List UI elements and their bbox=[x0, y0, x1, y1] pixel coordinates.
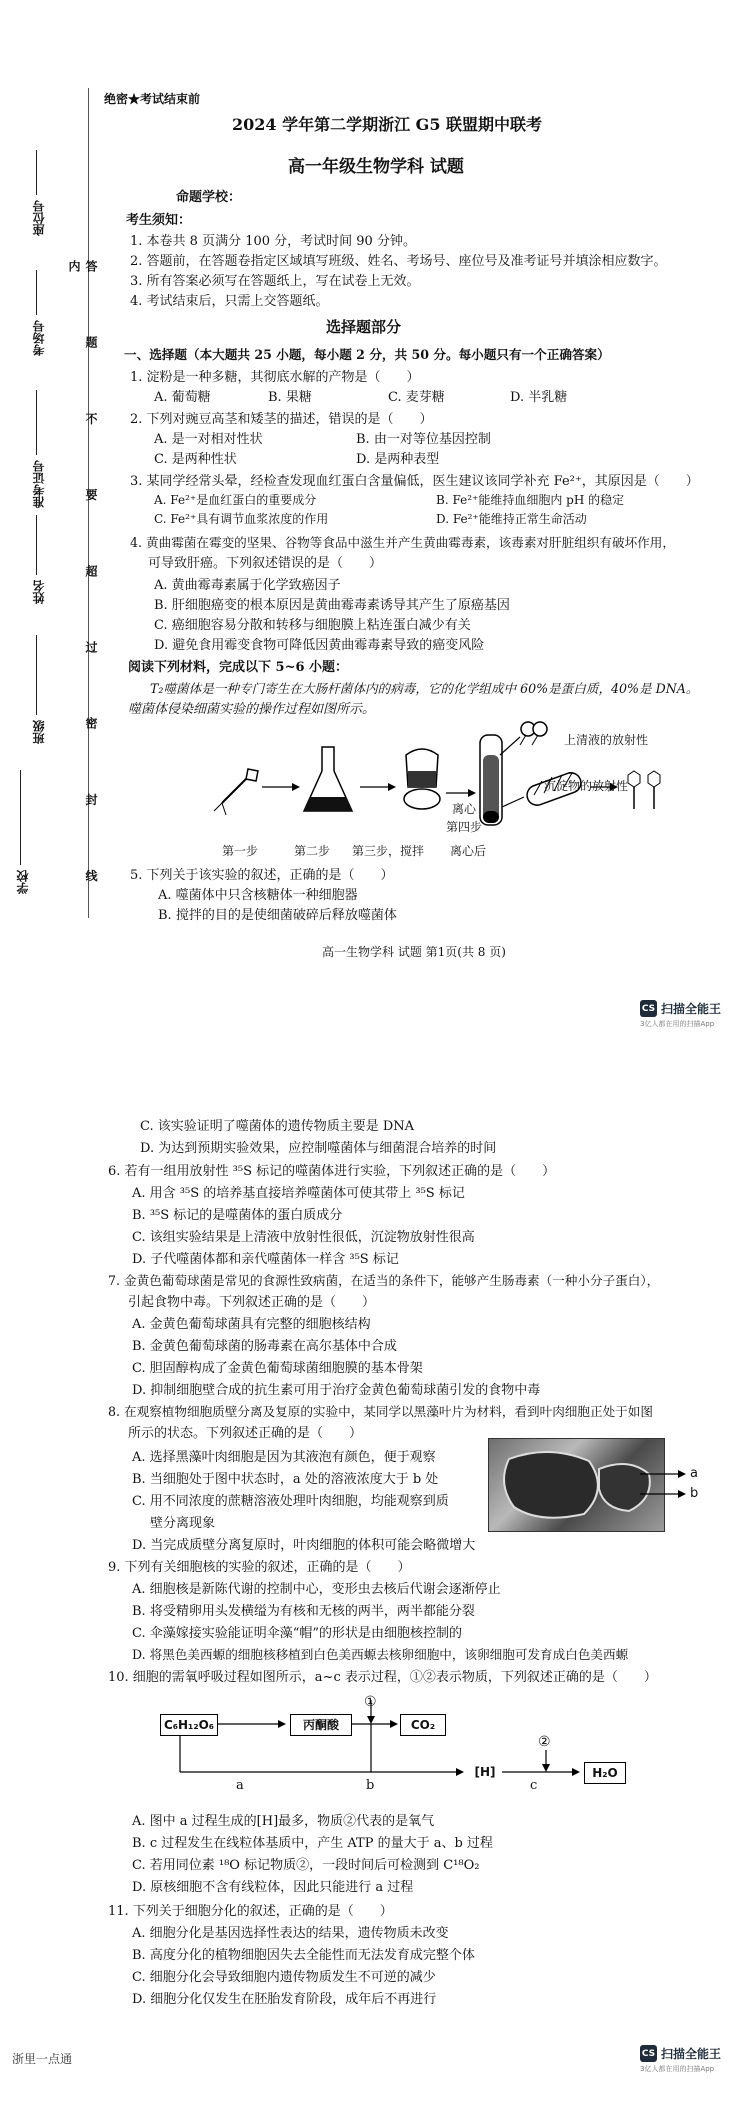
notice-item: 1. 本卷共 8 页满分 100 分，考试时间 90 分钟。 bbox=[130, 234, 416, 249]
q9-option-d: D. 将黑色美西螈的细胞核移植到白色美西螈去核卵细胞中，该卵细胞可发育成白色美西螈 bbox=[132, 1647, 629, 1662]
label-step-3: 第三步，搅拌 bbox=[352, 844, 425, 858]
q7-option-d: D. 抑制细胞壁合成的抗生素可用于治疗金黄色葡萄球菌引发的食物中毒 bbox=[132, 1383, 541, 1398]
scanner-name: 扫描全能王 bbox=[661, 1002, 722, 1016]
q11-option-b: B. 高度分化的植物细胞因失去全能性而无法发育成完整个体 bbox=[132, 1948, 475, 1963]
q4-option-d: D. 避免食用霉变食物可降低因黄曲霉毒素导致的癌变风险 bbox=[154, 638, 485, 653]
exam-no-blank bbox=[36, 270, 37, 315]
q9-option-c: C. 伞藻嫁接实验能证明伞藻“帽”的形状是由细胞核控制的 bbox=[132, 1626, 463, 1641]
question-8-stem-cont: 所示的状态。下列叙述正确的是（ ） bbox=[128, 1426, 363, 1441]
question-5-stem: 5. 下列关于该实验的叙述，正确的是（ ） bbox=[130, 868, 394, 883]
scanner-badge-2 bbox=[640, 2045, 722, 2073]
progeny-phage-icon bbox=[628, 771, 660, 809]
q8-option-d: D. 当完成质壁分离复原时，叶肉细胞的体积可能会略微增大 bbox=[132, 1538, 476, 1553]
q2-option-c: C. 是两种性状 bbox=[154, 452, 237, 467]
water-box: H₂O bbox=[584, 1762, 626, 1784]
section-title: 选择题部分 bbox=[326, 318, 402, 336]
material-1-marker: ① bbox=[364, 1694, 377, 1710]
q10-option-c: C. 若用同位素 ¹⁸O 标记物质②，一段时间后可检测到 C¹⁸O₂ bbox=[132, 1858, 480, 1873]
label-b: b bbox=[690, 1486, 699, 1501]
scanner-tagline: 3亿人都在用的扫描App bbox=[640, 1020, 715, 1028]
scanner-tagline: 3亿人都在用的扫描App bbox=[640, 2065, 715, 2073]
flask-icon bbox=[304, 747, 352, 811]
label-a: a bbox=[690, 1466, 698, 1481]
material-2-marker: ② bbox=[538, 1734, 551, 1750]
question-2-stem: 2. 下列对豌豆高茎和矮茎的描述，错误的是（ ） bbox=[130, 412, 433, 427]
seal-line-text: 答 题 不 要 超 过 密 封 线 内 bbox=[67, 260, 98, 912]
class-label: 班级 bbox=[32, 720, 46, 744]
binding-margin bbox=[0, 70, 110, 930]
q8-option-a: A. 选择黑藻叶肉细胞是因为其液泡有颜色，便于观察 bbox=[132, 1450, 436, 1465]
exam-no-label: 考场号 bbox=[32, 320, 46, 356]
scanner-name: 扫描全能王 bbox=[661, 2047, 722, 2061]
q8-option-c-cont: 壁分离现象 bbox=[150, 1516, 216, 1531]
scanner-logo: CS bbox=[640, 2045, 657, 2062]
label-step-2: 第二步 bbox=[294, 844, 331, 858]
q6-option-b: B. ³⁵S 标记的是噬菌体的蛋白质成分 bbox=[132, 1208, 343, 1223]
micrograph-leaf-cells bbox=[488, 1438, 665, 1532]
school-blank bbox=[20, 770, 21, 865]
q3-option-a: A. Fe²⁺是血红蛋白的重要成分 bbox=[154, 493, 317, 507]
question-11-stem: 11. 下列关于细胞分化的叙述，正确的是（ ） bbox=[108, 1904, 393, 1919]
q9-option-a: A. 细胞核是新陈代谢的控制中心，变形虫去核后代谢会逐渐停止 bbox=[132, 1582, 501, 1597]
q5-option-b: B. 搅拌的目的是使细菌破碎后释放噬菌体 bbox=[158, 908, 397, 923]
q4-option-c: C. 癌细胞容易分散和转移与细胞膜上粘连蛋白减少有关 bbox=[154, 618, 471, 633]
q6-option-d: D. 子代噬菌体都和亲代噬菌体一样含 ³⁵S 标记 bbox=[132, 1252, 399, 1267]
exam-page-2 bbox=[0, 1070, 743, 2104]
question-7-stem: 7. 金黄色葡萄球菌是常见的食源性致病菌，在适当的条件下，能够产生肠毒素（一种小分子蛋白）， bbox=[108, 1273, 660, 1288]
scanner-badge bbox=[640, 1000, 722, 1028]
exam-subtitle: 高一年级生物学科 试题 bbox=[288, 157, 464, 177]
watermark: 浙里一点通 bbox=[12, 2052, 73, 2066]
question-1-stem: 1. 淀粉是一种多糖，其彻底水解的产物是（ ） bbox=[130, 370, 420, 385]
q8-option-c: C. 用不同浓度的蔗糖溶液处理叶肉细胞，均能观察到质 bbox=[132, 1494, 449, 1509]
co2-box: CO₂ bbox=[400, 1714, 446, 1736]
seat-no-label: 座位号 bbox=[32, 200, 46, 236]
notice-item: 4. 考试结束后，只需上交答题纸。 bbox=[130, 294, 329, 309]
ticket-no-blank bbox=[36, 390, 37, 455]
question-4-stem: 4. 黄曲霉菌在霉变的坚果、谷物等食品中滋生并产生黄曲霉毒素，该毒素对肝脏组织有破坏作用， bbox=[130, 535, 675, 550]
q11-option-a: A. 细胞分化是基因选择性表达的结果，遗传物质未改变 bbox=[132, 1926, 449, 1941]
question-3-stem: 3. 某同学经常头晕，经检查发现血红蛋白含量偏低，医生建议该同学补充 Fe²⁺，其原因是（ ） bbox=[130, 474, 699, 489]
q1-option-d: D. 半乳糖 bbox=[510, 390, 568, 405]
question-6-stem: 6. 若有一组用放射性 ³⁵S 标记的噬菌体进行实验，下列叙述正确的是（ ） bbox=[108, 1164, 556, 1179]
question-9-stem: 9. 下列有关细胞核的实验的叙述，正确的是（ ） bbox=[108, 1560, 411, 1575]
q4-option-a: A. 黄曲霉毒素属于化学致癌因子 bbox=[154, 578, 341, 593]
exam-title: 2024 学年第二学期浙江 G5 联盟期中联考 bbox=[232, 115, 543, 134]
q8-option-b: B. 当细胞处于图中状态时，a 处的溶液浓度大于 b 处 bbox=[132, 1472, 439, 1487]
name-blank bbox=[36, 515, 37, 575]
notice-item: 3. 所有答案必须写在答题纸上，写在试卷上无效。 bbox=[130, 274, 420, 289]
q7-option-b: B. 金黄色葡萄球菌的肠毒素在高尔基体中合成 bbox=[132, 1339, 397, 1354]
process-c-label: c bbox=[530, 1778, 538, 1793]
question-7-stem-cont: 引起食物中毒。下列叙述正确的是（ ） bbox=[128, 1295, 376, 1310]
notice-title: 考生须知： bbox=[126, 213, 192, 228]
q10-option-b: B. c 过程发生在线粒体基质中，产生 ATP 的量大于 a、b 过程 bbox=[132, 1836, 493, 1851]
part-title: 一、选择题（本大题共 25 小题，每小题 2 分，共 50 分。每小题只有一个正确答案） bbox=[124, 347, 610, 362]
q2-option-d: D. 是两种表型 bbox=[356, 452, 440, 467]
label-step-1: 第一步 bbox=[222, 844, 259, 858]
q5-option-a: A. 噬菌体中只含核糖体一种细胞器 bbox=[158, 888, 358, 903]
label-supernatant: 上清液的放射性 bbox=[564, 733, 649, 747]
school-setter-label: 命题学校： bbox=[176, 190, 242, 205]
aerobic-respiration-diagram bbox=[150, 1690, 630, 1800]
q4-option-b: B. 肝细胞癌变的根本原因是黄曲霉毒素诱导其产生了原癌基因 bbox=[154, 598, 510, 613]
q2-option-a: A. 是一对相对性状 bbox=[154, 432, 263, 447]
material-line-2: 噬菌体侵染细菌实验的操作过程如图所示。 bbox=[128, 702, 376, 717]
question-10-stem: 10. 细胞的需氧呼吸过程如图所示，a~c 表示过程，①②表示物质，下列叙述正确的是（ ） bbox=[108, 1670, 657, 1685]
exam-page-1 bbox=[0, 0, 743, 1028]
question-4-stem-cont: 可导致肝癌。下列叙述错误的是（ ） bbox=[148, 556, 383, 571]
q2-option-b: B. 由一对等位基因控制 bbox=[356, 432, 491, 447]
q11-option-d: D. 细胞分化仅发生在胚胎发育阶段，成年后不再进行 bbox=[132, 1992, 437, 2007]
phage-icon bbox=[214, 769, 258, 815]
q3-option-c: C. Fe²⁺具有调节血浆浓度的作用 bbox=[154, 512, 329, 526]
page-footer: 高一生物学科 试题 第1页(共 8 页) bbox=[322, 945, 506, 959]
q5-option-c: C. 该实验证明了噬菌体的遗传物质主要是 DNA bbox=[140, 1119, 415, 1134]
nadh-label: [H] bbox=[468, 1762, 502, 1782]
scanner-logo: CS bbox=[640, 1000, 657, 1017]
name-label: 姓名 bbox=[32, 580, 46, 604]
process-a-label: a bbox=[236, 1778, 244, 1793]
q5-option-d: D. 为达到预期实验效果，应控制噬菌体与细菌混合培养的时间 bbox=[140, 1141, 497, 1156]
supernatant-phage-icon bbox=[520, 722, 547, 745]
q7-option-a: A. 金黄色葡萄球菌具有完整的细胞核结构 bbox=[132, 1317, 371, 1332]
label-step-4: 第四步 bbox=[446, 820, 483, 834]
q1-option-a: A. 葡萄糖 bbox=[154, 390, 211, 405]
blender-icon bbox=[404, 749, 440, 809]
glucose-box: C₆H₁₂O₆ bbox=[160, 1714, 218, 1736]
label-centrifuge: 离心 bbox=[452, 802, 477, 816]
centrifuge-tube-icon bbox=[480, 735, 502, 825]
q6-option-c: C. 该组实验结果是上清液中放射性很低，沉淀物放射性很高 bbox=[132, 1230, 475, 1245]
q9-option-b: B. 将受精卵用头发横缢为有核和无核的两半，两半都能分裂 bbox=[132, 1604, 475, 1619]
pyruvate-box: 丙酮酸 bbox=[290, 1714, 352, 1736]
ticket-no-label: 准考证号 bbox=[32, 460, 46, 508]
school-label: 学校 bbox=[16, 870, 30, 894]
q10-option-a: A. 图中 a 过程生成的[H]最多，物质②代表的是氧气 bbox=[132, 1814, 435, 1829]
question-8-stem: 8. 在观察植物细胞质壁分离及复原的实验中，某同学以黑藻叶片为材料，看到叶肉细胞正处于如图 bbox=[108, 1404, 653, 1419]
q3-option-d: D. Fe²⁺能维持正常生命活动 bbox=[436, 512, 587, 526]
secret-mark: 绝密★考试结束前 bbox=[104, 92, 201, 106]
q7-option-c: C. 胆固醇构成了金黄色葡萄球菌细胞膜的基本骨架 bbox=[132, 1361, 423, 1376]
q11-option-c: C. 细胞分化会导致细胞内遗传物质发生不可逆的减少 bbox=[132, 1970, 436, 1985]
class-blank bbox=[36, 635, 37, 715]
q1-option-b: B. 果糖 bbox=[268, 390, 312, 405]
label-after-centrifuge: 离心后 bbox=[450, 844, 487, 858]
q10-option-d: D. 原核细胞不含有线粒体，因此只能进行 a 过程 bbox=[132, 1880, 414, 1895]
process-b-label: b bbox=[366, 1778, 375, 1793]
notice-item: 2. 答题前，在答题卷指定区域填写班级、姓名、考场号、座位号及准考证号并填涂相应数字。 bbox=[130, 254, 667, 269]
q3-option-b: B. Fe²⁺能维持血细胞内 pH 的稳定 bbox=[436, 493, 625, 507]
seat-no-blank bbox=[36, 150, 37, 195]
label-precipitate: 沉淀物的放射性 bbox=[544, 779, 629, 793]
material-line-1: T₂噬菌体是一种专门寄生在大肠杆菌体内的病毒，它的化学组成中 60%是蛋白质，40%是 DNA。 bbox=[150, 681, 699, 696]
reading-intro: 阅读下列材料，完成以下 5~6 小题： bbox=[128, 660, 349, 675]
q1-option-c: C. 麦芽糖 bbox=[388, 390, 445, 405]
q6-option-a: A. 用含 ³⁵S 的培养基直接培养噬菌体可使其带上 ³⁵S 标记 bbox=[132, 1186, 465, 1201]
